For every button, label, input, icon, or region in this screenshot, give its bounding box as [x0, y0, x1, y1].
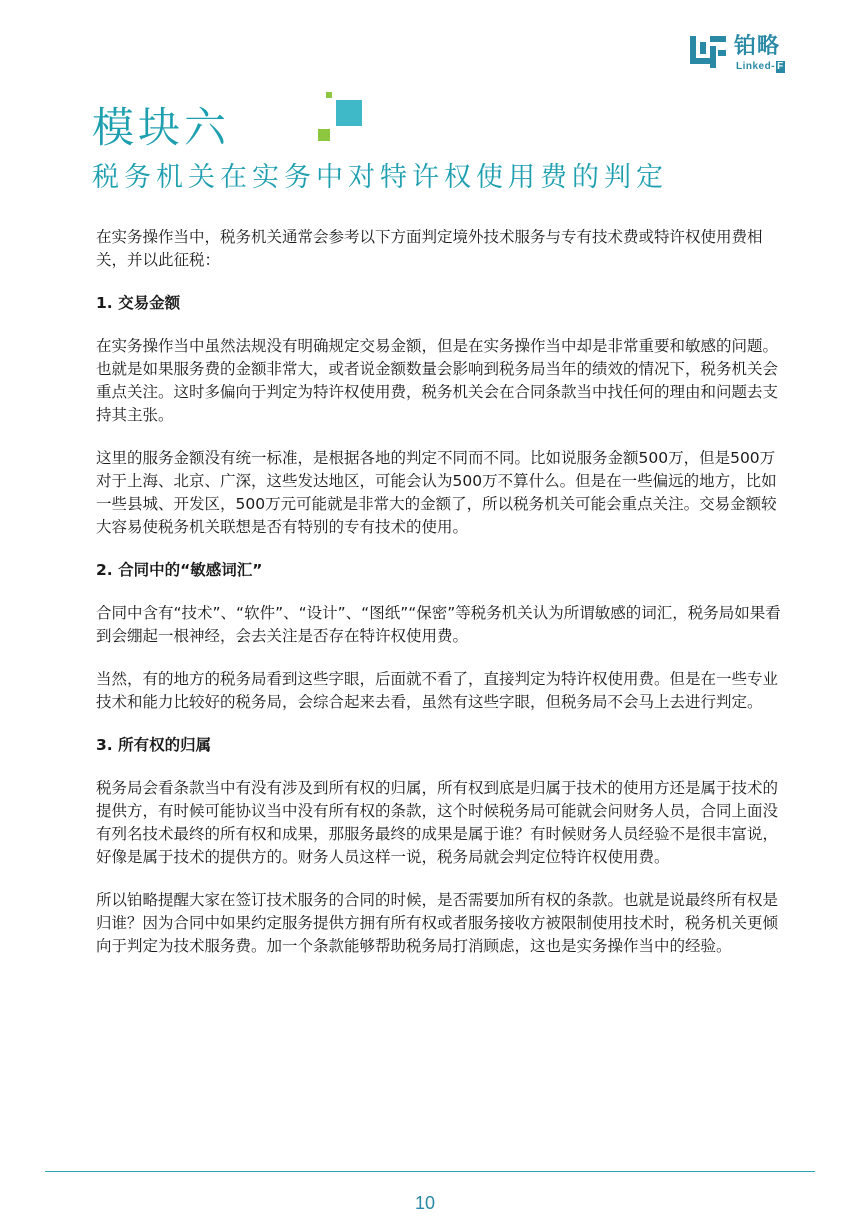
section-3-title: 3. 所有权的归属	[96, 736, 212, 754]
section-2-title: 2. 合同中的“敏感词汇”	[96, 561, 263, 579]
brand-logo	[690, 34, 820, 74]
section-1-paragraph-2: 这里的服务金额没有统一标准，是根据各地的判定不同而不同。比如说服务金额500万，但是500万对于上海、北京、广深，这些发达地区，可能会认为500万不算什么。但是在一些偏远的地方，比如一些县城、开发区，500万元可能就是非常大的金额了，所以税务机关可能会重点关注。交易金额较大容易使税务机关联想是否有特别的专有技术的使用。	[96, 449, 777, 536]
page-number: 10	[414, 1193, 436, 1213]
logo-name-en-box: F	[777, 61, 784, 72]
module-title: 模块六	[92, 103, 231, 152]
section-2-paragraph-1: 合同中含有“技术”、“软件”、“设计”、“图纸”“保密”等税务机关认为所谓敏感的词汇，税务局如果看到会绷起一根神经，会去关注是否存在特许权使用费。	[96, 604, 781, 645]
deco-square-green	[318, 129, 330, 141]
module-subtitle: 税务机关在实务中对特许权使用费的判定	[92, 162, 668, 193]
body-content	[96, 226, 786, 958]
section-3-paragraph-2: 所以铂略提醒大家在签订技术服务的合同的时候，是否需要加所有权的条款。也就是说最终所有权是归谁？因为合同中如果约定服务提供方拥有所有权或者服务接收方被限制使用技术时，税务机关更倾向于判定为技术服务费。加一个条款能够帮助税务局打消顾虑，这也是实务操作当中的经验。	[96, 891, 779, 955]
section-2-paragraph-2: 当然，有的地方的税务局看到这些字眼，后面就不看了，直接判定为特许权使用费。但是在一些专业技术和能力比较好的税务局，会综合起来去看，虽然有这些字眼，但税务局不会马上去进行判定。	[96, 670, 779, 711]
deco-square-large-teal	[336, 100, 362, 126]
section-1-title: 1. 交易金额	[96, 294, 181, 312]
logo-name-cn: 铂略	[734, 34, 781, 59]
section-1-paragraph-1: 在实务操作当中虽然法规没有明确规定交易金额，但是在实务操作当中却是非常重要和敏感的问题。也就是如果服务费的金额非常大，或者说金额数量会影响到税务局当年的绩效的情况下，税务机关会重点关注。这时多偏向于判定为特许权使用费，税务机关会在合同条款当中找任何的理由和问题去支持其主张。	[96, 337, 779, 424]
logo-name-en	[736, 61, 785, 73]
footer-divider	[45, 1171, 815, 1172]
logo-name-en-text: Linked-	[736, 61, 776, 72]
logo-mark-icon	[690, 34, 728, 72]
deco-square-small-top	[326, 92, 332, 98]
intro-paragraph: 在实务操作当中，税务机关通常会参考以下方面判定境外技术服务与专有技术费或特许权使用费相关，并以此征税：	[96, 228, 763, 269]
section-3-paragraph-1: 税务局会看条款当中有没有涉及到所有权的归属，所有权到底是归属于技术的使用方还是属于技术的提供方，有时候可能协议当中没有所有权的条款，这个时候税务局可能就会问财务人员，合同上面没有列名技术最终的所有权和成果，那服务最终的成果是属于谁？有时候财务人员经验不是很丰富说，好像是属于技术的提供方的。财务人员这样一说，税务局就会判定位特许权使用费。	[96, 779, 779, 866]
